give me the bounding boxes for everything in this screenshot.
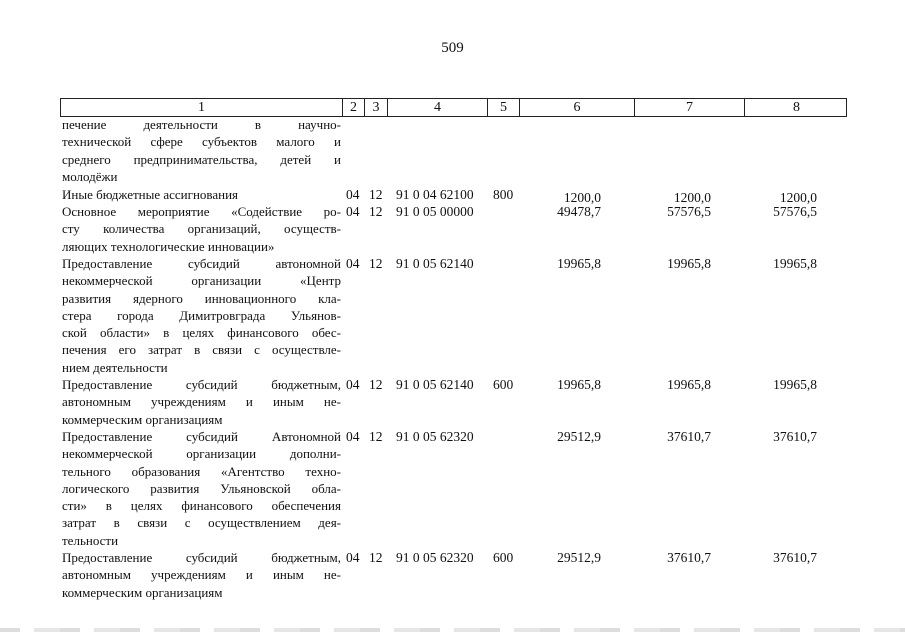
- amount-col6: 1200,0: [563, 190, 601, 205]
- description-line: технической сфере субъектов малого и: [62, 134, 341, 150]
- row-description: [62, 203, 341, 255]
- amount-col7: 19965,8: [667, 377, 711, 392]
- page-number: 509: [441, 40, 464, 56]
- description-line: сту количества организаций, осуществ-: [62, 221, 341, 237]
- subsection-code: 12: [369, 550, 383, 565]
- description-line: нием деятельности: [62, 359, 168, 375]
- row-description: [62, 428, 341, 549]
- subsection-code: 12: [369, 377, 383, 392]
- row-description: [62, 116, 341, 185]
- section-code: 04: [346, 187, 360, 202]
- description-line: тельности: [62, 532, 119, 548]
- amount-col6: 29512,9: [557, 550, 601, 565]
- header-col-4: 4: [388, 99, 488, 116]
- header-col-8: 8: [793, 100, 800, 115]
- amount-col7: 37610,7: [667, 429, 711, 444]
- description-line: некоммерческой организации дополни-: [62, 446, 341, 462]
- description-line: Предоставление субсидий Автономной: [62, 429, 341, 444]
- description-line: ляющих технологические инновации»: [62, 238, 275, 254]
- target-article-code: 91 0 05 62320: [396, 550, 474, 565]
- section-code: 04: [346, 256, 360, 271]
- header-col-1: 1: [61, 99, 343, 116]
- description-line: сти» в целях финансового обеспечения: [62, 498, 341, 514]
- amount-col8: 37610,7: [773, 550, 817, 565]
- row-description: [62, 255, 341, 376]
- amount-col7: 19965,8: [667, 256, 711, 271]
- amount-col8: 37610,7: [773, 429, 817, 444]
- expense-type-code: 800: [493, 187, 514, 202]
- description-line: Предоставление субсидий бюджетным,: [62, 377, 341, 392]
- amount-col6: 29512,9: [557, 429, 601, 444]
- target-article-code: 91 0 05 62140: [396, 377, 474, 392]
- amount-col7: 37610,7: [667, 550, 711, 565]
- amount-col8: 19965,8: [773, 256, 817, 271]
- target-article-code: 91 0 05 62140: [396, 256, 474, 271]
- description-line: автономным учреждениям и иным не-: [62, 394, 341, 410]
- scan-edge-artifact: [0, 628, 905, 632]
- header-col-5: 5: [488, 99, 520, 116]
- amount-col8: 1200,0: [779, 190, 817, 205]
- description-line: среднего предпринимательства, детей и: [62, 151, 341, 167]
- target-article-code: 91 0 05 62320: [396, 429, 474, 444]
- description-line: ской области» в целях финансового обес-: [62, 325, 341, 341]
- table-header: [60, 98, 847, 117]
- section-code: 04: [346, 377, 360, 392]
- amount-col6: 49478,7: [557, 204, 601, 219]
- amount-col7: 1200,0: [673, 190, 711, 205]
- description-line: затрат в связи с осуществлением дея-: [62, 515, 341, 531]
- header-col-2: 2: [343, 99, 365, 116]
- description-line: автономным учреждениям и иным не-: [62, 567, 341, 583]
- row-description: [62, 376, 341, 428]
- row-description: [62, 549, 341, 601]
- subsection-code: 12: [369, 256, 383, 271]
- description-line: молодёжи: [62, 168, 118, 184]
- amount-col8: 19965,8: [773, 377, 817, 392]
- amount-col6: 19965,8: [557, 256, 601, 271]
- subsection-code: 12: [369, 187, 383, 202]
- section-code: 04: [346, 429, 360, 444]
- amount-col8: 57576,5: [773, 204, 817, 219]
- description-line: коммерческим организациям: [62, 584, 223, 600]
- header-col-3: 3: [365, 99, 388, 116]
- target-article-code: 91 0 04 62100: [396, 187, 474, 202]
- target-article-code: 91 0 05 00000: [396, 204, 474, 219]
- header-col-6: 6: [520, 99, 635, 116]
- description-line: логического развития Ульяновской обла-: [62, 480, 341, 496]
- section-code: 04: [346, 204, 360, 219]
- description-line: печение деятельности в научно-: [62, 117, 341, 132]
- header-col-7: 7: [635, 99, 745, 116]
- expense-type-code: 600: [493, 377, 514, 392]
- description-line: стера города Димитровграда Ульянов-: [62, 307, 341, 323]
- description-line: Предоставление субсидий автономной: [62, 256, 341, 271]
- description-line: тельного образования «Агентство техно-: [62, 463, 341, 479]
- description-line: коммерческим организациям: [62, 411, 223, 427]
- description-line: печения его затрат в связи с осуществле-: [62, 342, 341, 358]
- section-code: 04: [346, 550, 360, 565]
- amount-col7: 57576,5: [667, 204, 711, 219]
- description-line: развития ядерного инновационного кла-: [62, 290, 341, 306]
- subsection-code: 12: [369, 204, 383, 219]
- description-line: Иные бюджетные ассигнования: [62, 187, 239, 202]
- subsection-code: 12: [369, 429, 383, 444]
- expense-type-code: 600: [493, 550, 514, 565]
- description-line: некоммерческой организации «Центр: [62, 273, 341, 289]
- row-description: [62, 186, 341, 203]
- amount-col6: 19965,8: [557, 377, 601, 392]
- description-line: Основное мероприятие «Содействие ро-: [62, 204, 341, 219]
- description-line: Предоставление субсидий бюджетным,: [62, 550, 341, 565]
